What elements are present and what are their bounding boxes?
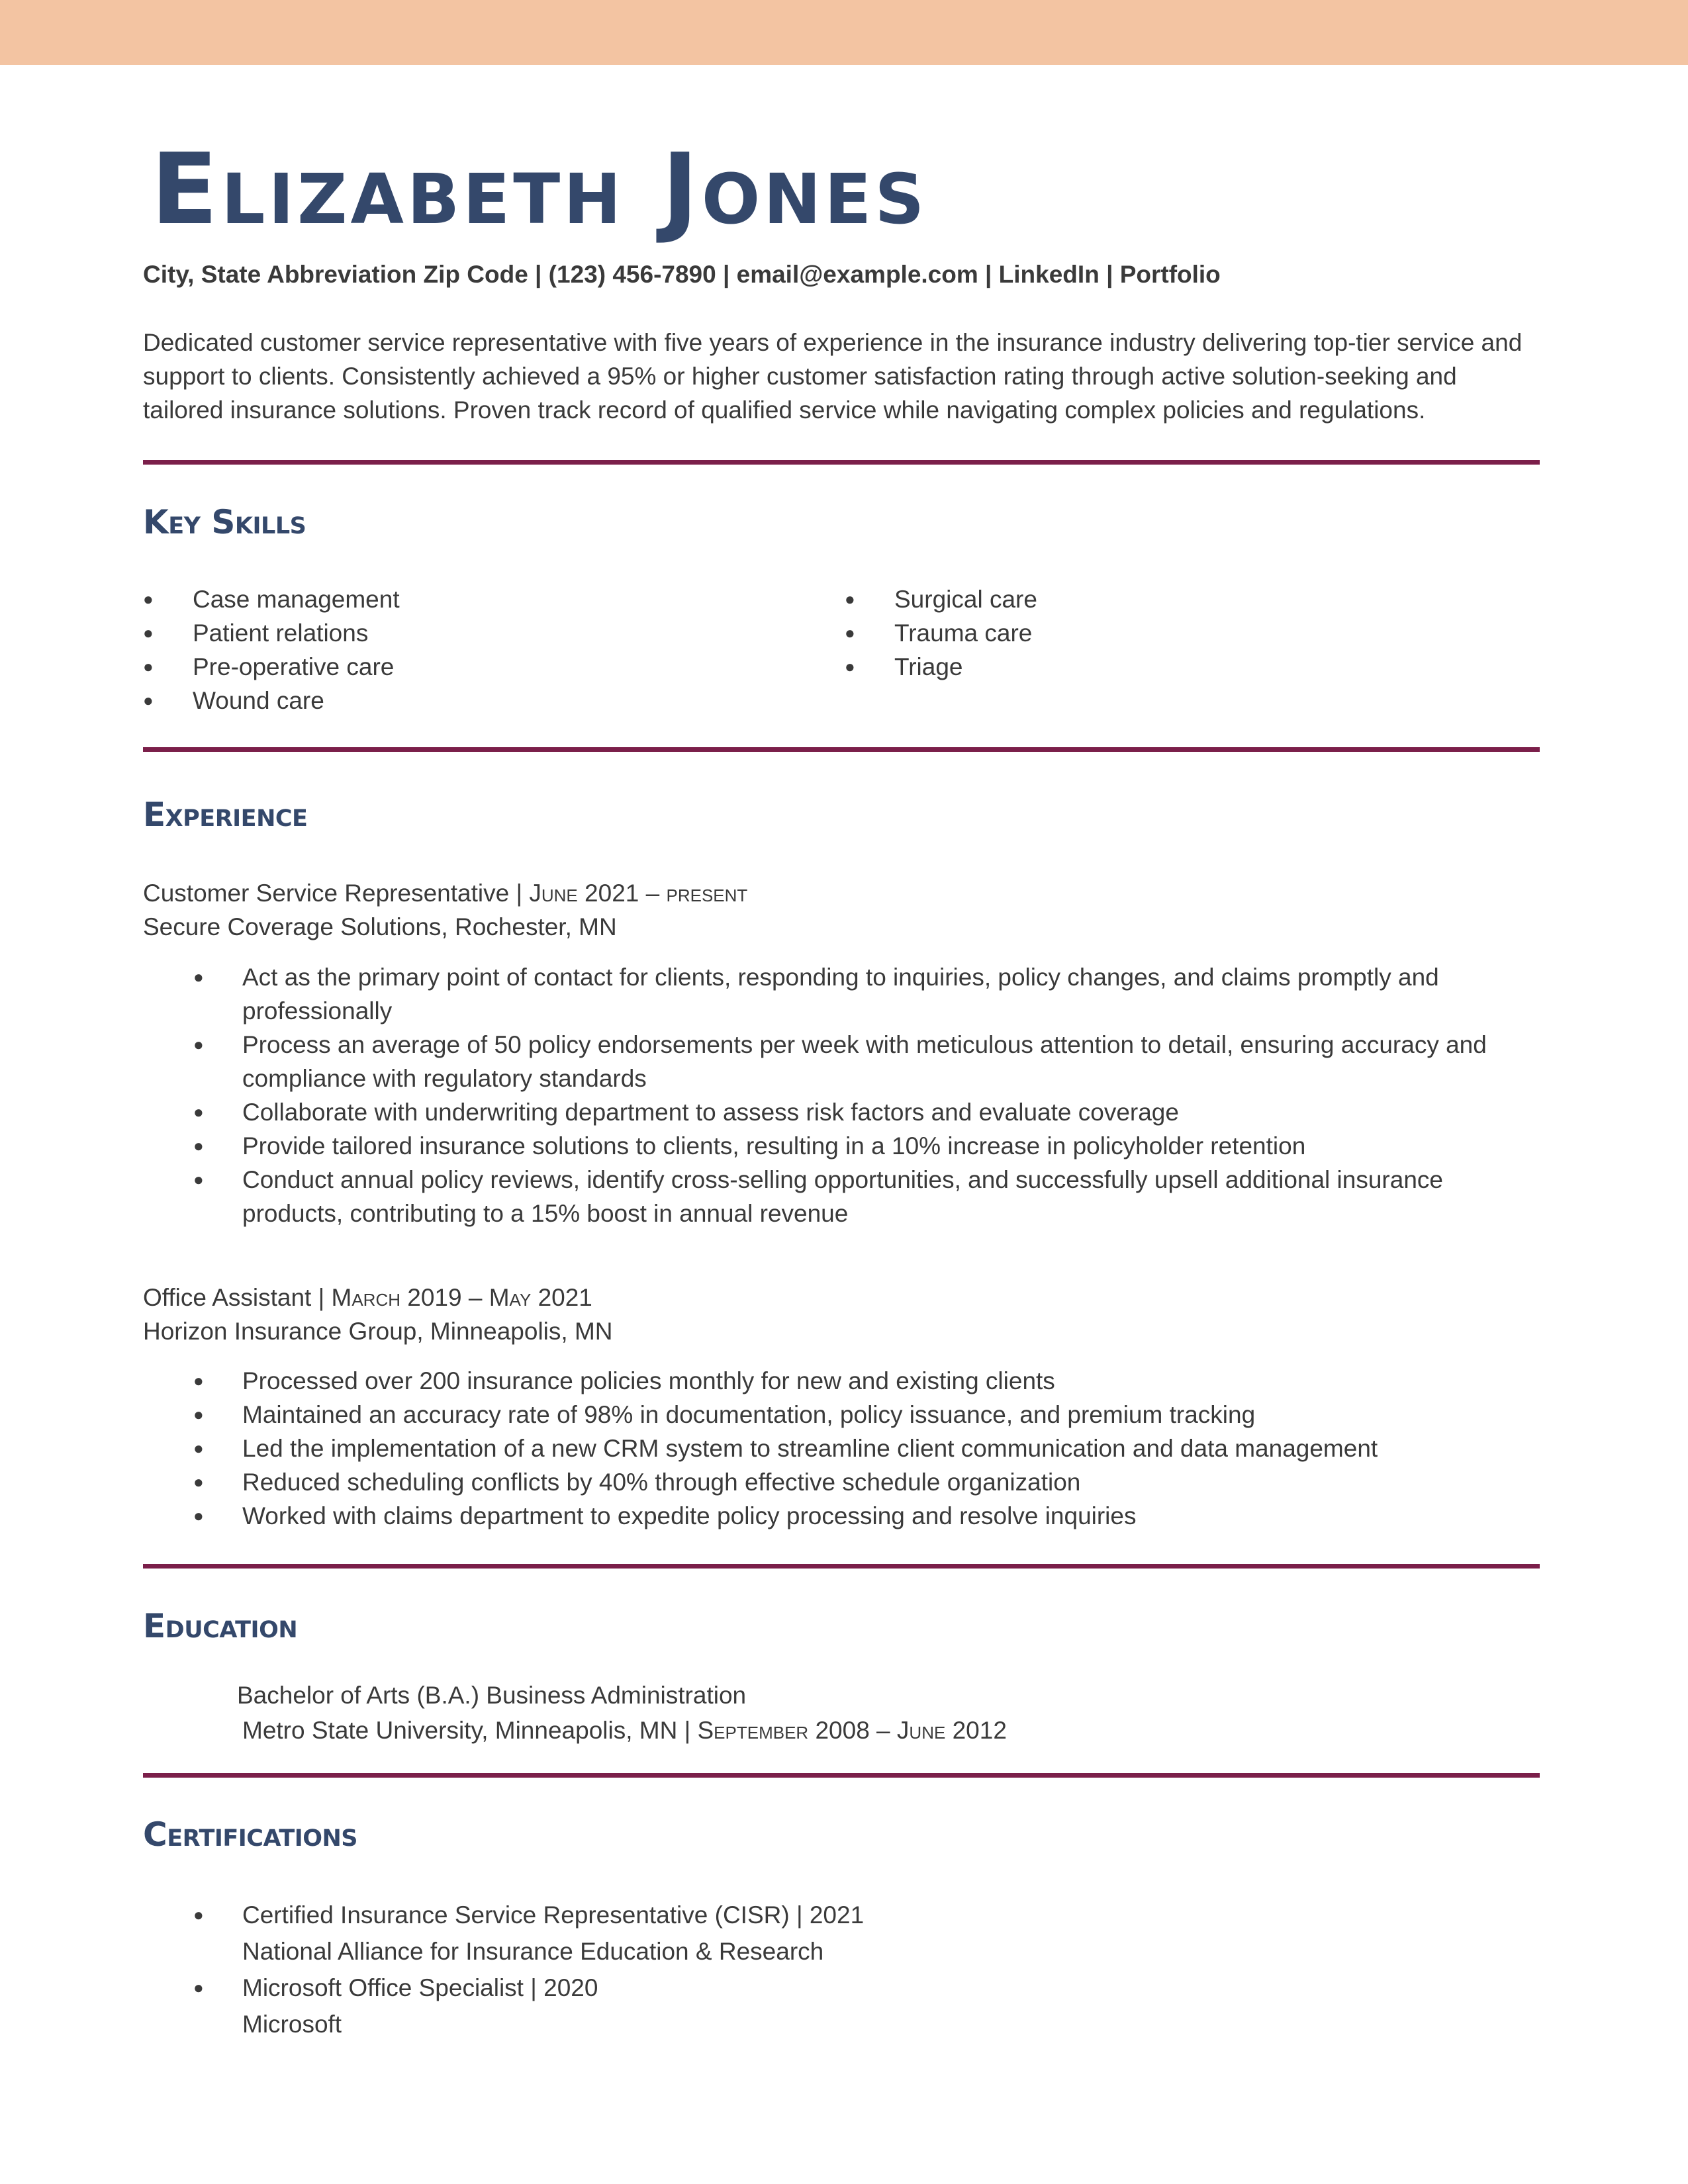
- job-company: Horizon Insurance Group, Minneapolis, MN: [143, 1318, 613, 1345]
- certification-name: Certified Insurance Service Representative (CISR) | 2021: [242, 1901, 865, 1929]
- list-item: ● Process an average of 50 policy endorsements per week with meticulous attention to detail, ensuring accuracy and compliance with regulatory standards: [143, 1028, 1540, 1095]
- section-divider: [143, 747, 1540, 752]
- job-role: Office Assistant |: [143, 1284, 325, 1311]
- skills-list-left: [143, 582, 400, 717]
- education-degree: Bachelor of Arts (B.A.) Business Administration: [237, 1682, 747, 1709]
- list-item: ● Conduct annual policy reviews, identify cross-selling opportunities, and successfully upsell additional insurance products, contributing to a 15% boost in annual revenue: [143, 1163, 1540, 1230]
- list-item: ● Act as the primary point of contact for clients, responding to inquiries, policy changes, and claims promptly and professionally: [143, 960, 1540, 1028]
- list-item: ● Pre-operative care: [143, 650, 400, 684]
- certification-name: Microsoft Office Specialist | 2020: [242, 1974, 598, 2001]
- list-item: ● Wound care: [143, 684, 400, 717]
- list-item: ● Surgical care: [845, 582, 1037, 616]
- education-school: Metro State University, Minneapolis, MN |: [242, 1717, 691, 1744]
- education-dates: September 2008 – June 2012: [697, 1717, 1007, 1744]
- job-company: Secure Coverage Solutions, Rochester, MN: [143, 913, 617, 940]
- experience-heading: Experience: [143, 796, 308, 834]
- job-title-line: [143, 876, 747, 910]
- job-dates: June 2021 – present: [529, 880, 748, 907]
- list-item: ● Provide tailored insurance solutions to clients, resulting in a 10% increase in policyholder retention: [143, 1129, 1540, 1163]
- list-item: ● Collaborate with underwriting department to assess risk factors and evaluate coverage: [143, 1095, 1540, 1129]
- certification-issuer: National Alliance for Insurance Education & Research: [242, 1938, 824, 1965]
- skills-list-right: [845, 582, 1037, 684]
- job-bullets: [143, 1364, 1540, 1533]
- professional-summary: Dedicated customer service representative with five years of experience in the insurance industry delivering top-tier service and support to clients. Consistently achieved a 95% or higher customer satisfaction rating through active solution-seeking and tailored insurance solutions. Proven track record of qualified service while navigating complex policies and regulations.: [143, 329, 1523, 424]
- list-item: ● Trauma care: [845, 616, 1037, 650]
- list-item: ● Patient relations: [143, 616, 400, 650]
- candidate-name: Elizabeth Jones: [151, 132, 928, 246]
- list-item: ● Processed over 200 insurance policies monthly for new and existing clients: [143, 1364, 1540, 1398]
- job-bullets: [143, 960, 1540, 1230]
- list-item: [143, 1970, 1540, 2042]
- certification-issuer: Microsoft: [242, 2011, 342, 2038]
- section-divider: [143, 1564, 1540, 1569]
- contact-line: City, State Abbreviation Zip Code | (123) 456-7890 | email@example.com | LinkedIn | Portfolio: [143, 261, 1221, 288]
- list-item: ● Triage: [845, 650, 1037, 684]
- list-item: ● Led the implementation of a new CRM system to streamline client communication and data management: [143, 1432, 1540, 1465]
- list-item: [143, 1897, 1540, 1970]
- education-school-line: [242, 1713, 1007, 1747]
- skills-heading: Key Skills: [143, 503, 306, 541]
- job-role: Customer Service Representative |: [143, 880, 523, 907]
- list-item: ● Worked with claims department to expedite policy processing and resolve inquiries: [143, 1499, 1540, 1533]
- job-title-line: [143, 1281, 592, 1314]
- list-item: ● Case management: [143, 582, 400, 616]
- section-divider: [143, 460, 1540, 465]
- job-dates: March 2019 – May 2021: [331, 1284, 592, 1311]
- certifications-heading: Certifications: [143, 1815, 358, 1854]
- top-color-band: [0, 0, 1688, 65]
- list-item: ● Maintained an accuracy rate of 98% in documentation, policy issuance, and premium tracking: [143, 1398, 1540, 1432]
- certifications-list: [143, 1897, 1540, 2042]
- section-divider: [143, 1773, 1540, 1778]
- education-heading: Education: [143, 1607, 298, 1645]
- list-item: ● Reduced scheduling conflicts by 40% through effective schedule organization: [143, 1465, 1540, 1499]
